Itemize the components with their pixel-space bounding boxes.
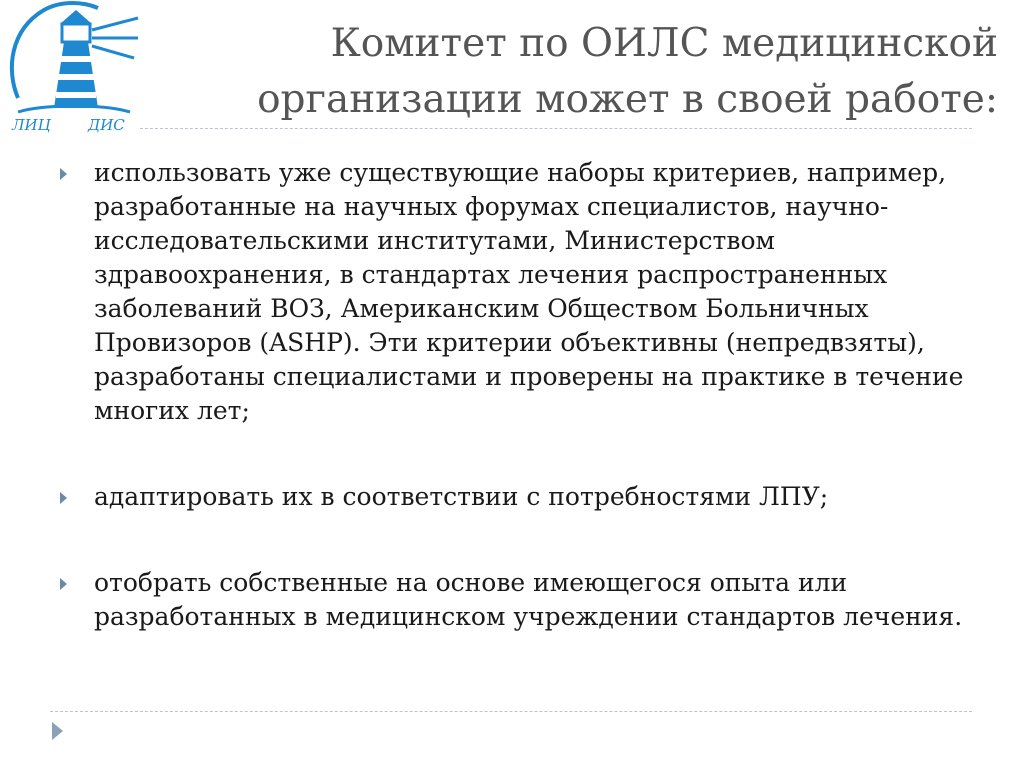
slide-title — [198, 16, 998, 128]
bullet-arrow-icon — [60, 492, 67, 504]
slide-title-line-1: Комитет по ОИЛС медицинской — [330, 21, 998, 66]
list-item — [58, 156, 978, 428]
footer-divider — [50, 711, 972, 712]
list-item — [58, 480, 978, 514]
lighthouse-logo — [4, 0, 142, 134]
logo-right-text: ДИС — [88, 116, 125, 134]
list-item — [58, 566, 978, 634]
title-divider — [140, 128, 972, 129]
bullet-text: адаптировать их в соответствии с потребностями ЛПУ; — [94, 482, 829, 511]
bullet-text: отобрать собственные на основе имеющегося опыта или разработанных в медицинском учреждении стандартов лечения. — [94, 568, 963, 631]
bullet-arrow-icon — [60, 578, 67, 590]
bullet-arrow-icon — [60, 168, 67, 180]
lighthouse-icon — [4, 0, 142, 134]
logo-left-text: ЛИЦ — [12, 116, 51, 134]
bullet-list — [58, 156, 978, 686]
slide-title-line-2: организации может в своей работе: — [257, 77, 998, 122]
bullet-text: использовать уже существующие наборы критериев, например, разработанные на научных форумах специалистов, научно-исследовательскими институтами, Министерством здравоохранения, в стандартах лечения распространенных заболеваний ВОЗ, Американским Обществом Больничных Провизоров (ASHP). Эти критерии объективны (непредвзяты), разработаны специалистами и проверены на практике в течение многих лет; — [94, 158, 964, 425]
footer-arrow-icon — [52, 722, 63, 740]
